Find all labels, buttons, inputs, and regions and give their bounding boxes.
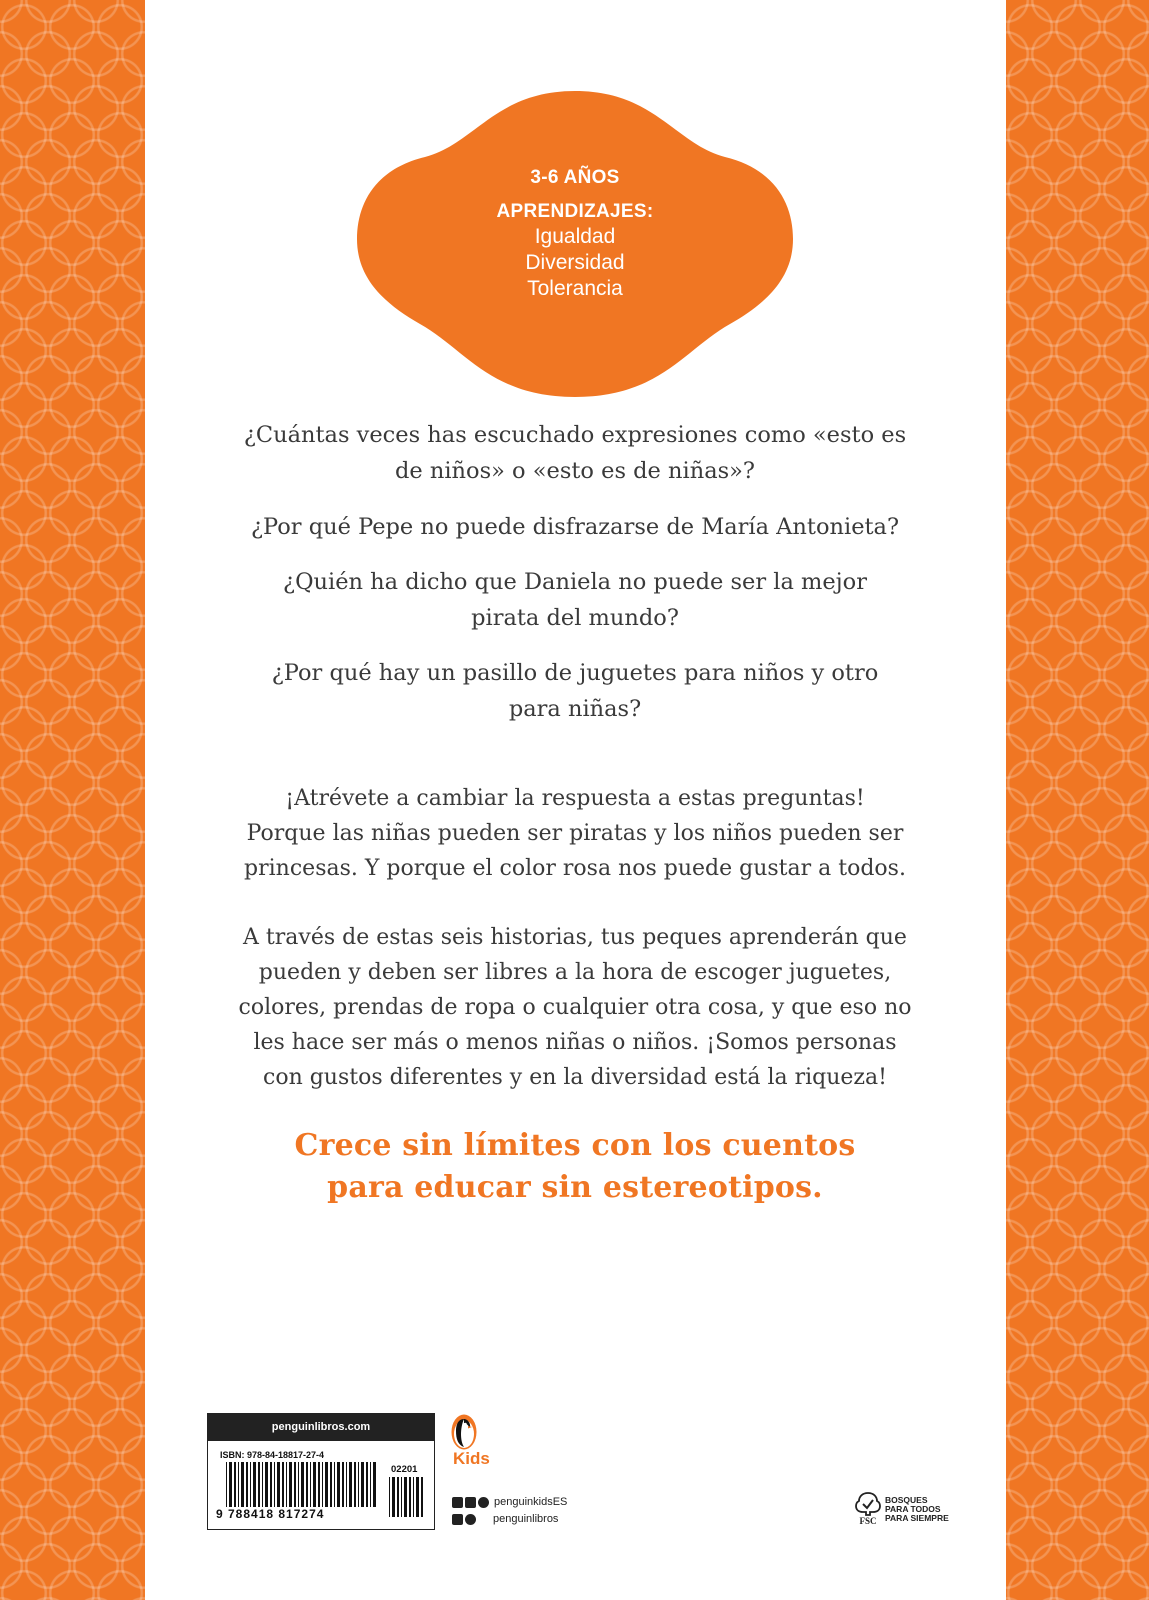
question: ¿Por qué hay un pasillo de juguetes para niños y otro para niñas?: [271, 660, 879, 722]
question: ¿Cuántas veces has escuchado expresiones como «esto es de niños» o «esto es de niñas»?: [243, 422, 907, 484]
paragraph-2: A través de estas seis historias, tus peques aprenderán que pueden y deben ser libres a la hora de escoger juguetes, colores, prendas de ropa o cualquier otra cosa, y que eso no les hace ser más o menos niñas o niños. ¡Somos personas con gustos diferentes y en la diversidad está la riqueza!: [238, 925, 912, 1090]
social-handle: penguinkidsES: [494, 1496, 568, 1508]
question: ¿Por qué Pepe no puede disfrazarse de María Antonieta?: [250, 514, 900, 540]
social-row-1: [452, 1496, 567, 1508]
learning-item: Igualdad: [534, 225, 616, 248]
publisher-website: penguinlibros.com: [208, 1414, 434, 1441]
instagram-icon: [478, 1497, 489, 1508]
barcode-icon: [226, 1462, 376, 1507]
social-handle: penguinlibros: [493, 1513, 559, 1525]
learning-label: APRENDIZAJES:: [496, 201, 654, 222]
penguin-logo-icon: [451, 1414, 477, 1450]
tagline: Crece sin límites con los cuentos para educar sin estereotipos.: [294, 1128, 856, 1205]
ean-digits: 9 788418 817274: [216, 1507, 325, 1521]
fsc-label: FSC: [859, 1516, 877, 1526]
age-range: 3-6 AÑOS: [530, 167, 620, 188]
learning-item: Tolerancia: [527, 277, 623, 300]
badge-text: [355, 166, 795, 302]
addon-barcode-icon: [389, 1477, 427, 1517]
spotify-icon: [465, 1514, 476, 1525]
price-code: 02201: [391, 1464, 418, 1475]
isbn-number: ISBN: 978-84-18817-27-4: [220, 1450, 325, 1460]
facebook-icon: [452, 1497, 463, 1508]
imprint-kids: Kids: [453, 1449, 490, 1468]
right-pattern-border: [1006, 0, 1149, 1600]
x-icon: [465, 1497, 476, 1508]
paragraph-1: ¡Atrévete a cambiar la respuesta a estas preguntas! Porque las niñas pueden ser piratas y los niños pueden ser princesas. Y porque el color rosa nos puede gustar a todos.: [244, 786, 906, 881]
tree-check-icon: [855, 1492, 881, 1516]
barcode-box: [207, 1413, 435, 1530]
left-pattern-border: [0, 0, 145, 1600]
youtube-icon: [452, 1514, 463, 1525]
question: ¿Quién ha dicho que Daniela no puede ser la mejor pirata del mundo?: [283, 569, 867, 631]
fsc-slogan: BOSQUES PARA TODOS PARA SIEMPRE: [885, 1494, 949, 1523]
learning-item: Diversidad: [525, 251, 625, 274]
social-row-2: [452, 1513, 558, 1525]
fsc-logo: [855, 1492, 949, 1526]
